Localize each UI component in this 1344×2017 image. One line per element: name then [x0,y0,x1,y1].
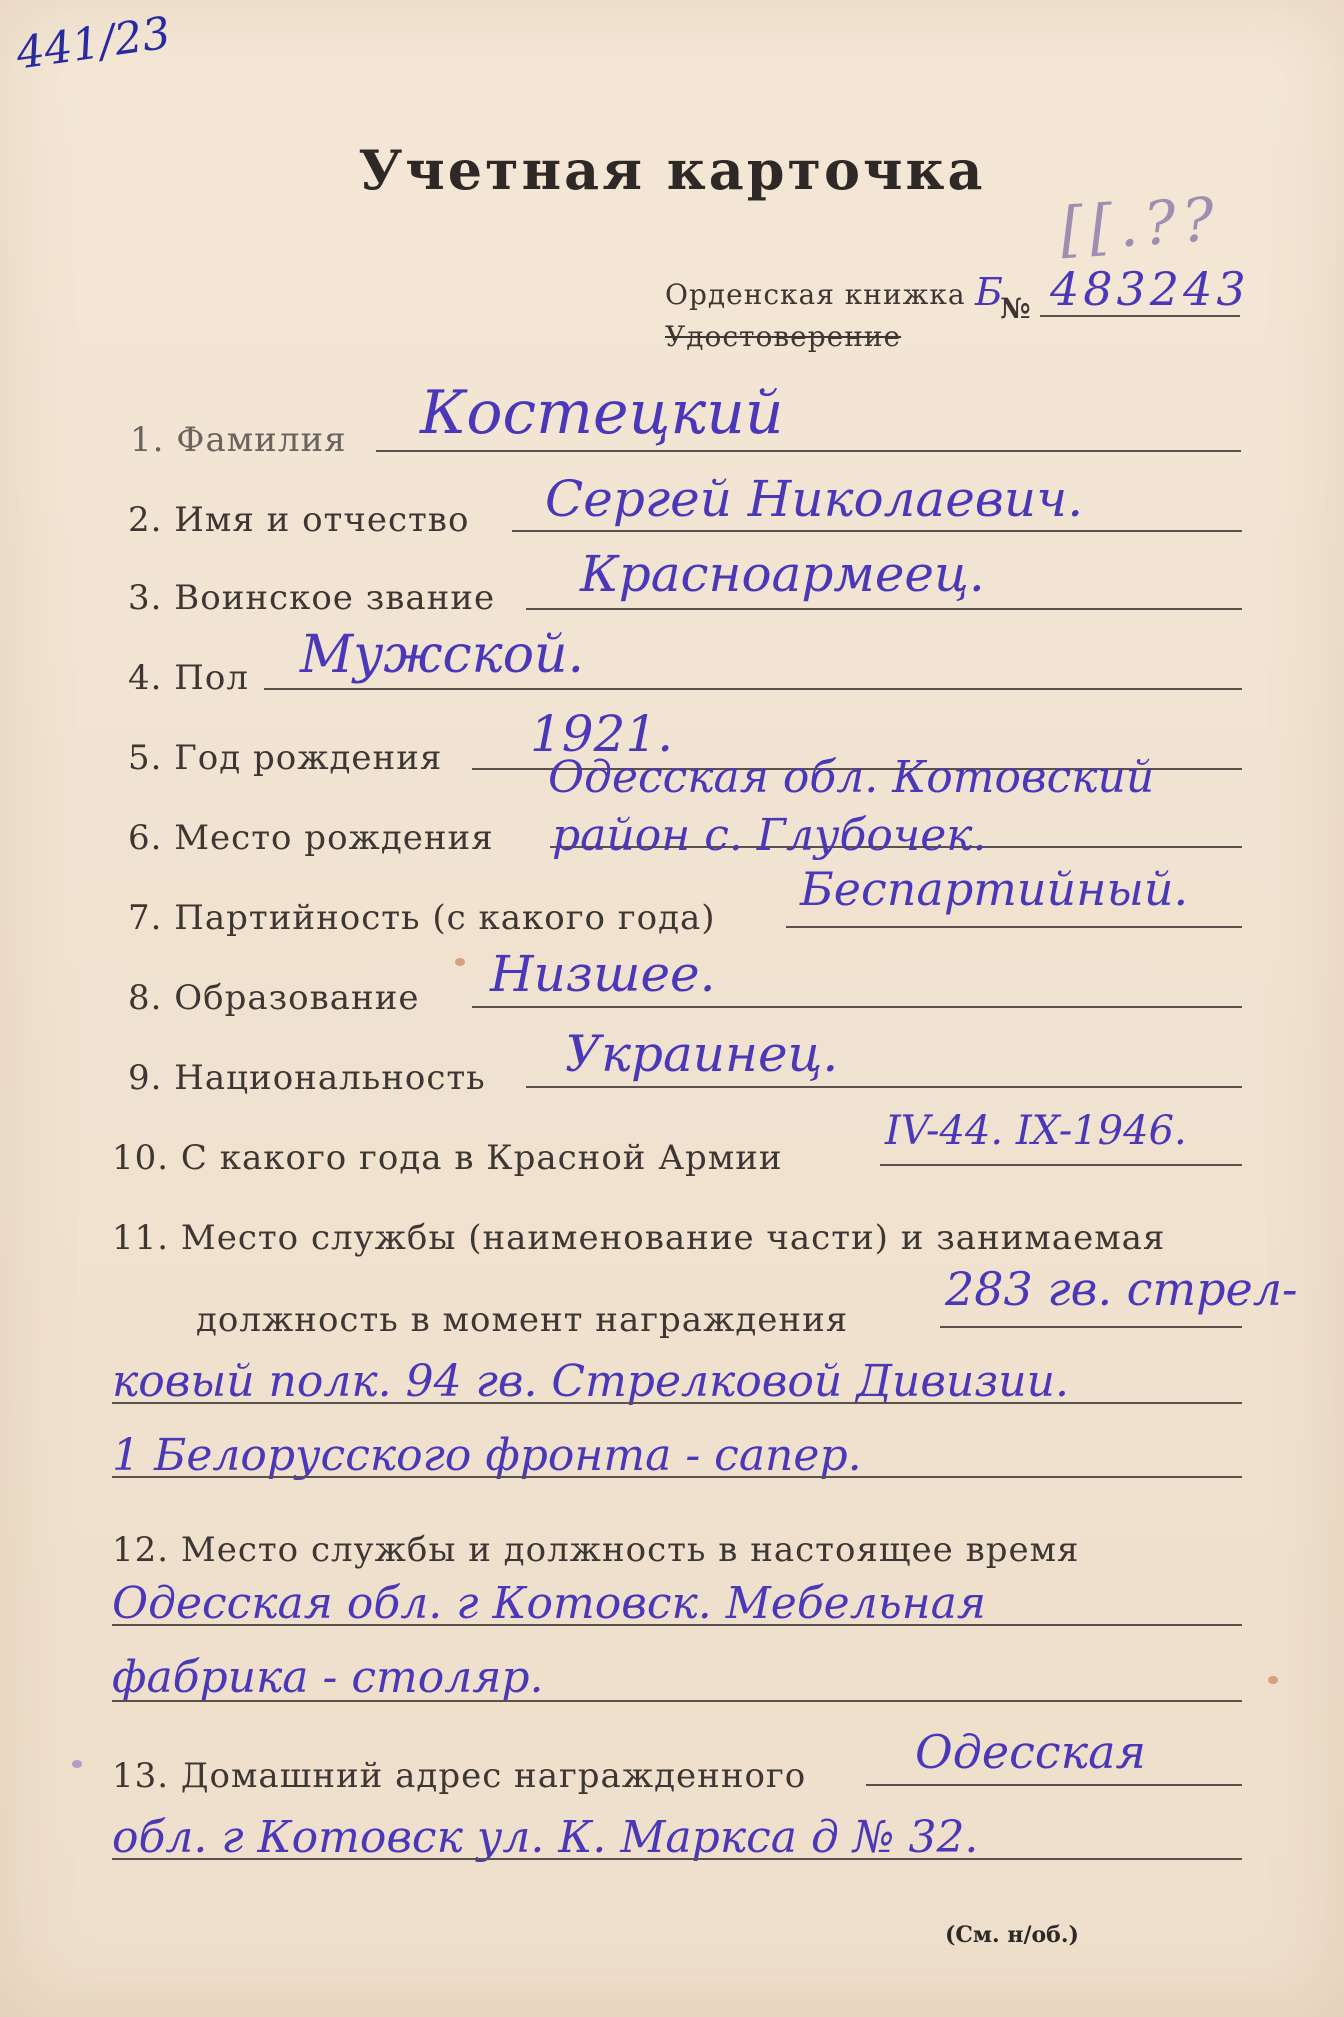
paper-speck [72,1760,82,1768]
party-line [786,926,1242,928]
party-value: Беспартийный. [800,862,1189,916]
service-place-line-1 [940,1326,1242,1328]
nationality-line [526,1086,1242,1088]
sex-line [264,688,1242,690]
sex-label: 4. Пол [128,658,249,698]
rank-line [526,608,1242,610]
army-since-value: IV-44. IX-1946. [885,1108,1187,1154]
name-label: 2. Имя и отчество [128,500,470,540]
service-place-label-2: должность в момент награждения [196,1300,849,1340]
education-label: 8. Образование [128,978,420,1018]
current-service-value-2: фабрика - столяр. [112,1652,544,1703]
rank-label: 3. Воинское звание [128,578,496,618]
certificate-label: Удостоверение [665,320,902,353]
surname-line [376,450,1241,452]
service-place-value-3: 1 Белорусского фронта - сапер. [112,1430,862,1481]
education-value: Низшее. [490,945,716,1003]
sex-value: Мужской. [300,625,585,685]
book-number: 483243 [1050,262,1250,316]
service-place-value-1: 283 гв. стрел- [945,1262,1298,1316]
birth-year-label: 5. Год рождения [128,738,443,778]
army-since-label: 10. С какого года в Красной Армии [112,1138,783,1178]
birth-place-value-2: район с. Глубочек. [552,810,987,861]
party-label: 7. Партийность (с какого года) [128,898,716,938]
birth-year-value: 1921. [530,705,674,763]
home-address-line-2 [112,1858,1242,1860]
home-address-value-1: Одесская [915,1725,1146,1779]
name-line [512,530,1242,532]
rank-value: Красноармеец. [580,545,985,603]
order-book-label: Орденская книжка [665,278,966,311]
stamp-mark: [[.?? [1057,184,1223,266]
home-address-value-2: обл. г Котовск ул. К. Маркса д № 32. [112,1812,979,1863]
birth-place-value-1: Одесская обл. Котовский [548,752,1155,803]
surname-label: 1. Фамилия [130,420,347,460]
nationality-label: 9. Национальность [128,1058,486,1098]
army-since-line [880,1164,1242,1166]
book-number-line [1040,315,1240,317]
current-service-line-2 [112,1700,1242,1702]
education-line [472,1006,1242,1008]
nationality-value: Украинец. [565,1025,839,1083]
card-title: Учетная карточка [358,138,986,202]
number-label: № [1000,292,1032,325]
home-address-line-1 [866,1784,1242,1786]
surname-value: Костецкий [420,378,784,448]
book-series: Б [975,270,1003,314]
current-service-value-1: Одесская обл. г Котовск. Мебельная [112,1578,987,1629]
birth-place-label: 6. Место рождения [128,818,494,858]
service-place-label-1: 11. Место службы (наименование части) и занимаемая [112,1218,1166,1258]
current-service-line-1 [112,1624,1242,1626]
home-address-label: 13. Домашний адрес награжденного [112,1756,807,1796]
paper-speck [455,958,465,966]
paper-speck [1268,1676,1278,1684]
corner-mark: 441/23 [13,7,174,80]
see-reverse-note: (См. н/об.) [945,1922,1079,1948]
service-place-value-2: ковый полк. 94 гв. Стрелковой Дивизии. [112,1356,1069,1407]
current-service-label: 12. Место службы и должность в настоящее время [112,1530,1080,1570]
name-value: Сергей Николаевич. [545,470,1084,528]
service-place-line-2 [112,1402,1242,1404]
service-place-line-3 [112,1476,1242,1478]
